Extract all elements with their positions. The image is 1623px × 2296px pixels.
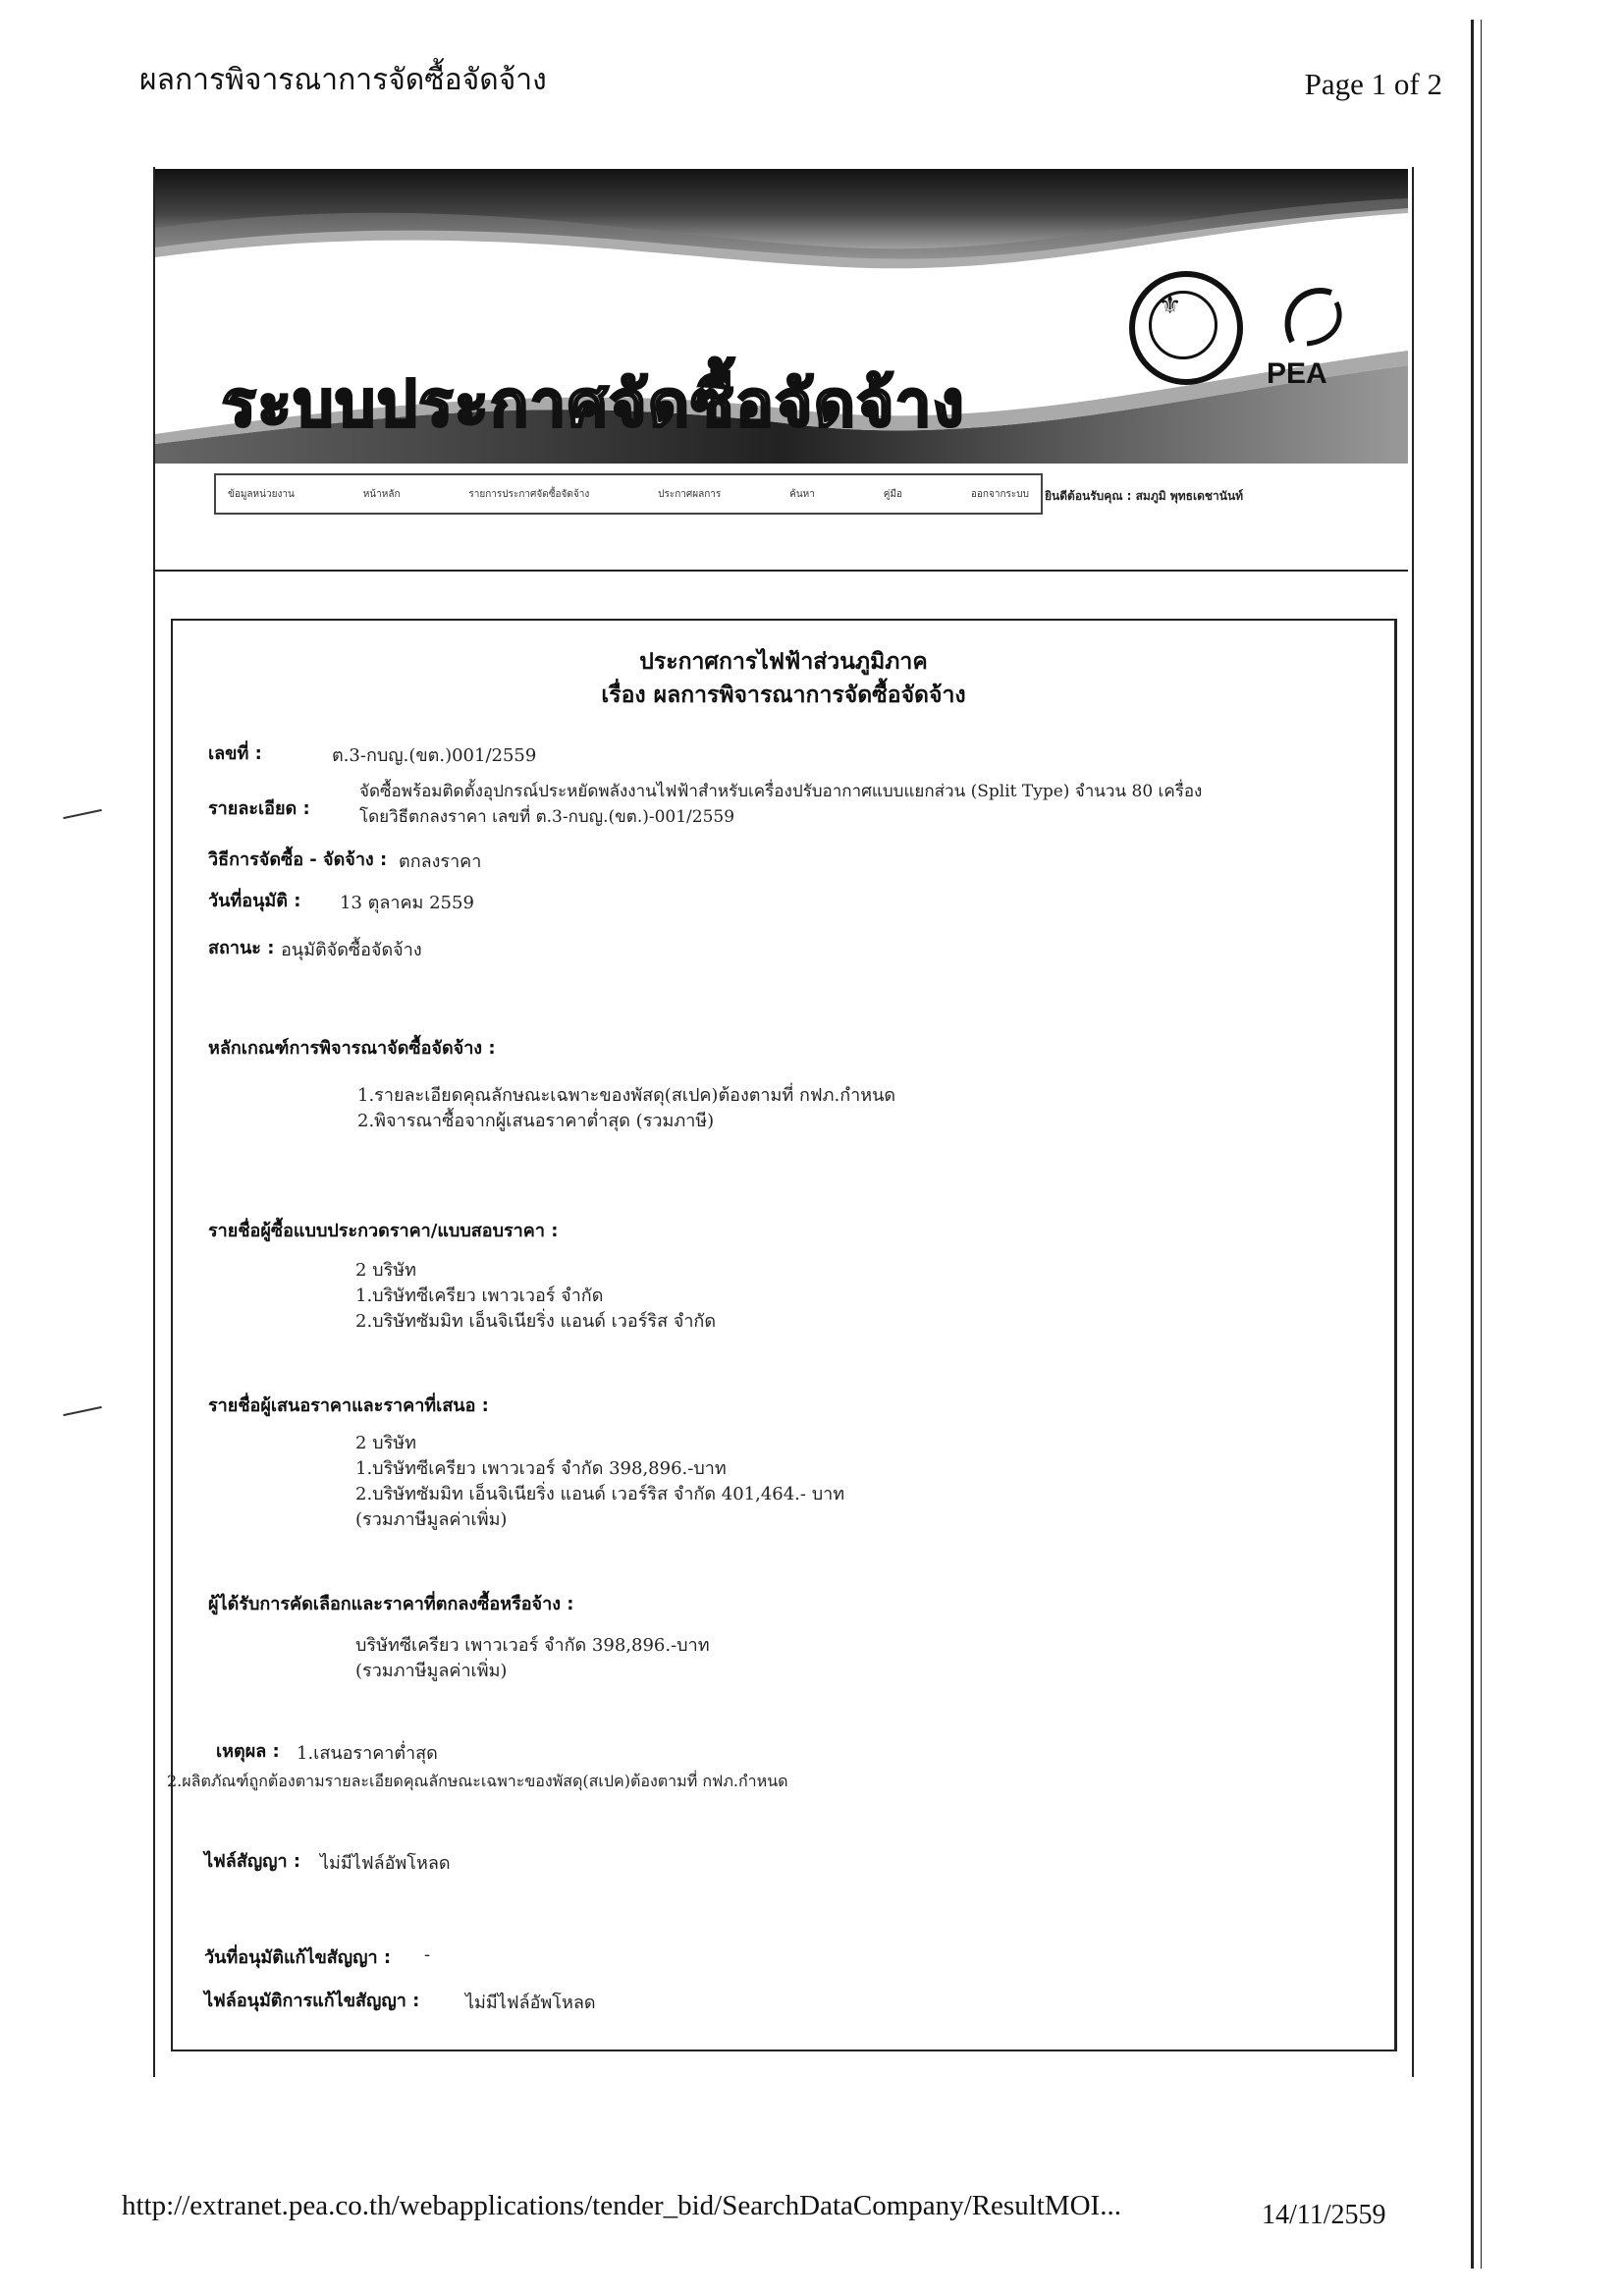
- winner-item: บริษัทซีเครียว เพาวเวอร์ จำกัด 398,896.-บาท: [355, 1635, 710, 1656]
- winner-item: (รวมภาษีมูลค่าเพิ่ม): [355, 1661, 508, 1681]
- nav-item-announcements[interactable]: รายการประกาศจัดซื้อจัดจ้าง: [468, 488, 590, 500]
- approve-date-label: วันที่อนุมัติ :: [208, 891, 301, 911]
- amend-date-value: -: [424, 1944, 431, 1965]
- scan-edge-line-2: [1481, 20, 1482, 2269]
- approve-date-value: 13 ตุลาคม 2559: [340, 893, 474, 913]
- scan-edge-line: [1471, 20, 1474, 2269]
- nav-item-agency[interactable]: ข้อมูลหน่วยงาน: [228, 488, 295, 500]
- criteria-label: หลักเกณฑ์การพิจารณาจัดซื้อจัดจ้าง :: [208, 1038, 496, 1059]
- amend-date-label: วันที่อนุมัติแก้ไขสัญญา :: [204, 1947, 392, 1968]
- amend-file-value[interactable]: ไม่มีไฟล์อัพโหลด: [465, 1993, 596, 2013]
- site-banner: [155, 169, 1408, 464]
- print-footer-url: http://extranet.pea.co.th/webapplications/tender_bid/SearchDataCompany/ResultMOI...: [122, 2190, 1121, 2221]
- status-value: อนุมัติจัดซื้อจัดจ้าง: [281, 940, 422, 960]
- bidders-item: 2.บริษัทซัมมิท เอ็นจิเนียริ่ง แอนด์ เวอร์ริส จำกัด 401,464.- บาท: [355, 1484, 845, 1504]
- nav-bar: [214, 473, 1043, 515]
- detail-line-2: โดยวิธีตกลงราคา เลขที่ ต.3-กบญ.(ขต.)-001/2559: [359, 807, 735, 827]
- method-value: ตกลงราคา: [399, 851, 482, 872]
- pea-logo-text: PEA: [1267, 357, 1327, 390]
- reason-item-1: 1.เสนอราคาต่ำสุด: [297, 1743, 438, 1764]
- announcement-panel: [167, 619, 1397, 2051]
- bidders-item: 2 บริษัท: [355, 1433, 416, 1453]
- buyers-label: รายชื่อผู้ซื้อแบบประกวดราคา/แบบสอบราคา :: [208, 1221, 559, 1241]
- number-value: ต.3-กบญ.(ขต.)001/2559: [332, 745, 537, 766]
- nav-item-manual[interactable]: คู่มือ: [883, 488, 903, 500]
- pea-seal-icon: [1129, 271, 1243, 385]
- reason-label: เหตุผล :: [216, 1741, 280, 1762]
- bidders-item: 1.บริษัทซีเครียว เพาวเวอร์ จำกัด 398,896.-บาท: [355, 1458, 727, 1479]
- detail-label: รายละเอียด :: [208, 798, 310, 819]
- criteria-item: 2.พิจารณาซื้อจากผู้เสนอราคาต่ำสุด (รวมภาษี): [357, 1111, 715, 1131]
- buyers-item: 2.บริษัทซัมมิท เอ็นจิเนียริ่ง แอนด์ เวอร์ริส จำกัด: [355, 1311, 717, 1332]
- seal-emblem: ⚜: [1159, 291, 1182, 320]
- bidders-label: รายชื่อผู้เสนอราคาและราคาที่เสนอ :: [208, 1395, 489, 1416]
- buyers-item: 2 บริษัท: [355, 1260, 416, 1281]
- print-header-title: ผลการพิจารณาการจัดซื้อจัดจ้าง: [139, 63, 547, 97]
- scan-mark: [63, 1406, 102, 1416]
- scan-mark: [63, 809, 102, 819]
- status-label: สถานะ :: [208, 938, 275, 958]
- print-footer-date: 14/11/2559: [1262, 2200, 1386, 2230]
- buyers-item: 1.บริษัทซีเครียว เพาวเวอร์ จำกัด: [355, 1285, 604, 1306]
- number-label: เลขที่ :: [208, 743, 262, 764]
- announcement-subject: เรื่อง ผลการพิจารณาการจัดซื้อจัดจ้าง: [601, 683, 966, 708]
- nav-item-logout[interactable]: ออกจากระบบ: [970, 488, 1029, 500]
- method-label: วิธีการจัดซื้อ - จัดจ้าง :: [208, 849, 388, 870]
- amend-file-label: ไฟล์อนุมัติการแก้ไขสัญญา :: [204, 1991, 420, 2011]
- criteria-item: 1.รายละเอียดคุณลักษณะเฉพาะของพัสดุ(สเปค)ต้องตามที่ กฟภ.กำหนด: [357, 1085, 896, 1106]
- banner-divider: [155, 570, 1408, 572]
- nav-item-home[interactable]: หน้าหลัก: [362, 488, 401, 500]
- detail-line-1: จัดซื้อพร้อมติดตั้งอุปกรณ์ประหยัดพลังงานไฟฟ้าสำหรับเครื่องปรับอากาศแบบแยกส่วน (Split Type) จำนวน 80 เครื่อง: [359, 782, 1203, 801]
- contract-file-value[interactable]: ไม่มีไฟล์อัพโหลด: [320, 1853, 451, 1874]
- banner-title: ระบบประกาศจัดซื้อจัดจ้าง: [222, 368, 966, 441]
- page-number: Page 1 of 2: [1304, 67, 1442, 101]
- nav-item-results[interactable]: ประกาศผลการ: [658, 488, 722, 500]
- contract-file-label: ไฟล์สัญญา :: [204, 1851, 301, 1872]
- bidders-item: (รวมภาษีมูลค่าเพิ่ม): [355, 1509, 508, 1530]
- winner-label: ผู้ได้รับการคัดเลือกและราคาที่ตกลงซื้อหรือจ้าง :: [208, 1594, 574, 1614]
- announcement-title: ประกาศการไฟฟ้าส่วนภูมิภาค: [639, 649, 928, 675]
- reason-item-2: 2.ผลิตภัณฑ์ถูกต้องตามรายละเอียดคุณลักษณะเฉพาะของพัสดุ(สเปค)ต้องตามที่ กฟภ.กำหนด: [167, 1772, 788, 1790]
- welcome-user-label: ยินดีต้อนรับคุณ : สมภูมิ พุทธเดชานันท์: [1045, 489, 1244, 503]
- nav-item-search[interactable]: ค้นหา: [789, 488, 815, 500]
- pea-logo-icon: [1263, 273, 1361, 371]
